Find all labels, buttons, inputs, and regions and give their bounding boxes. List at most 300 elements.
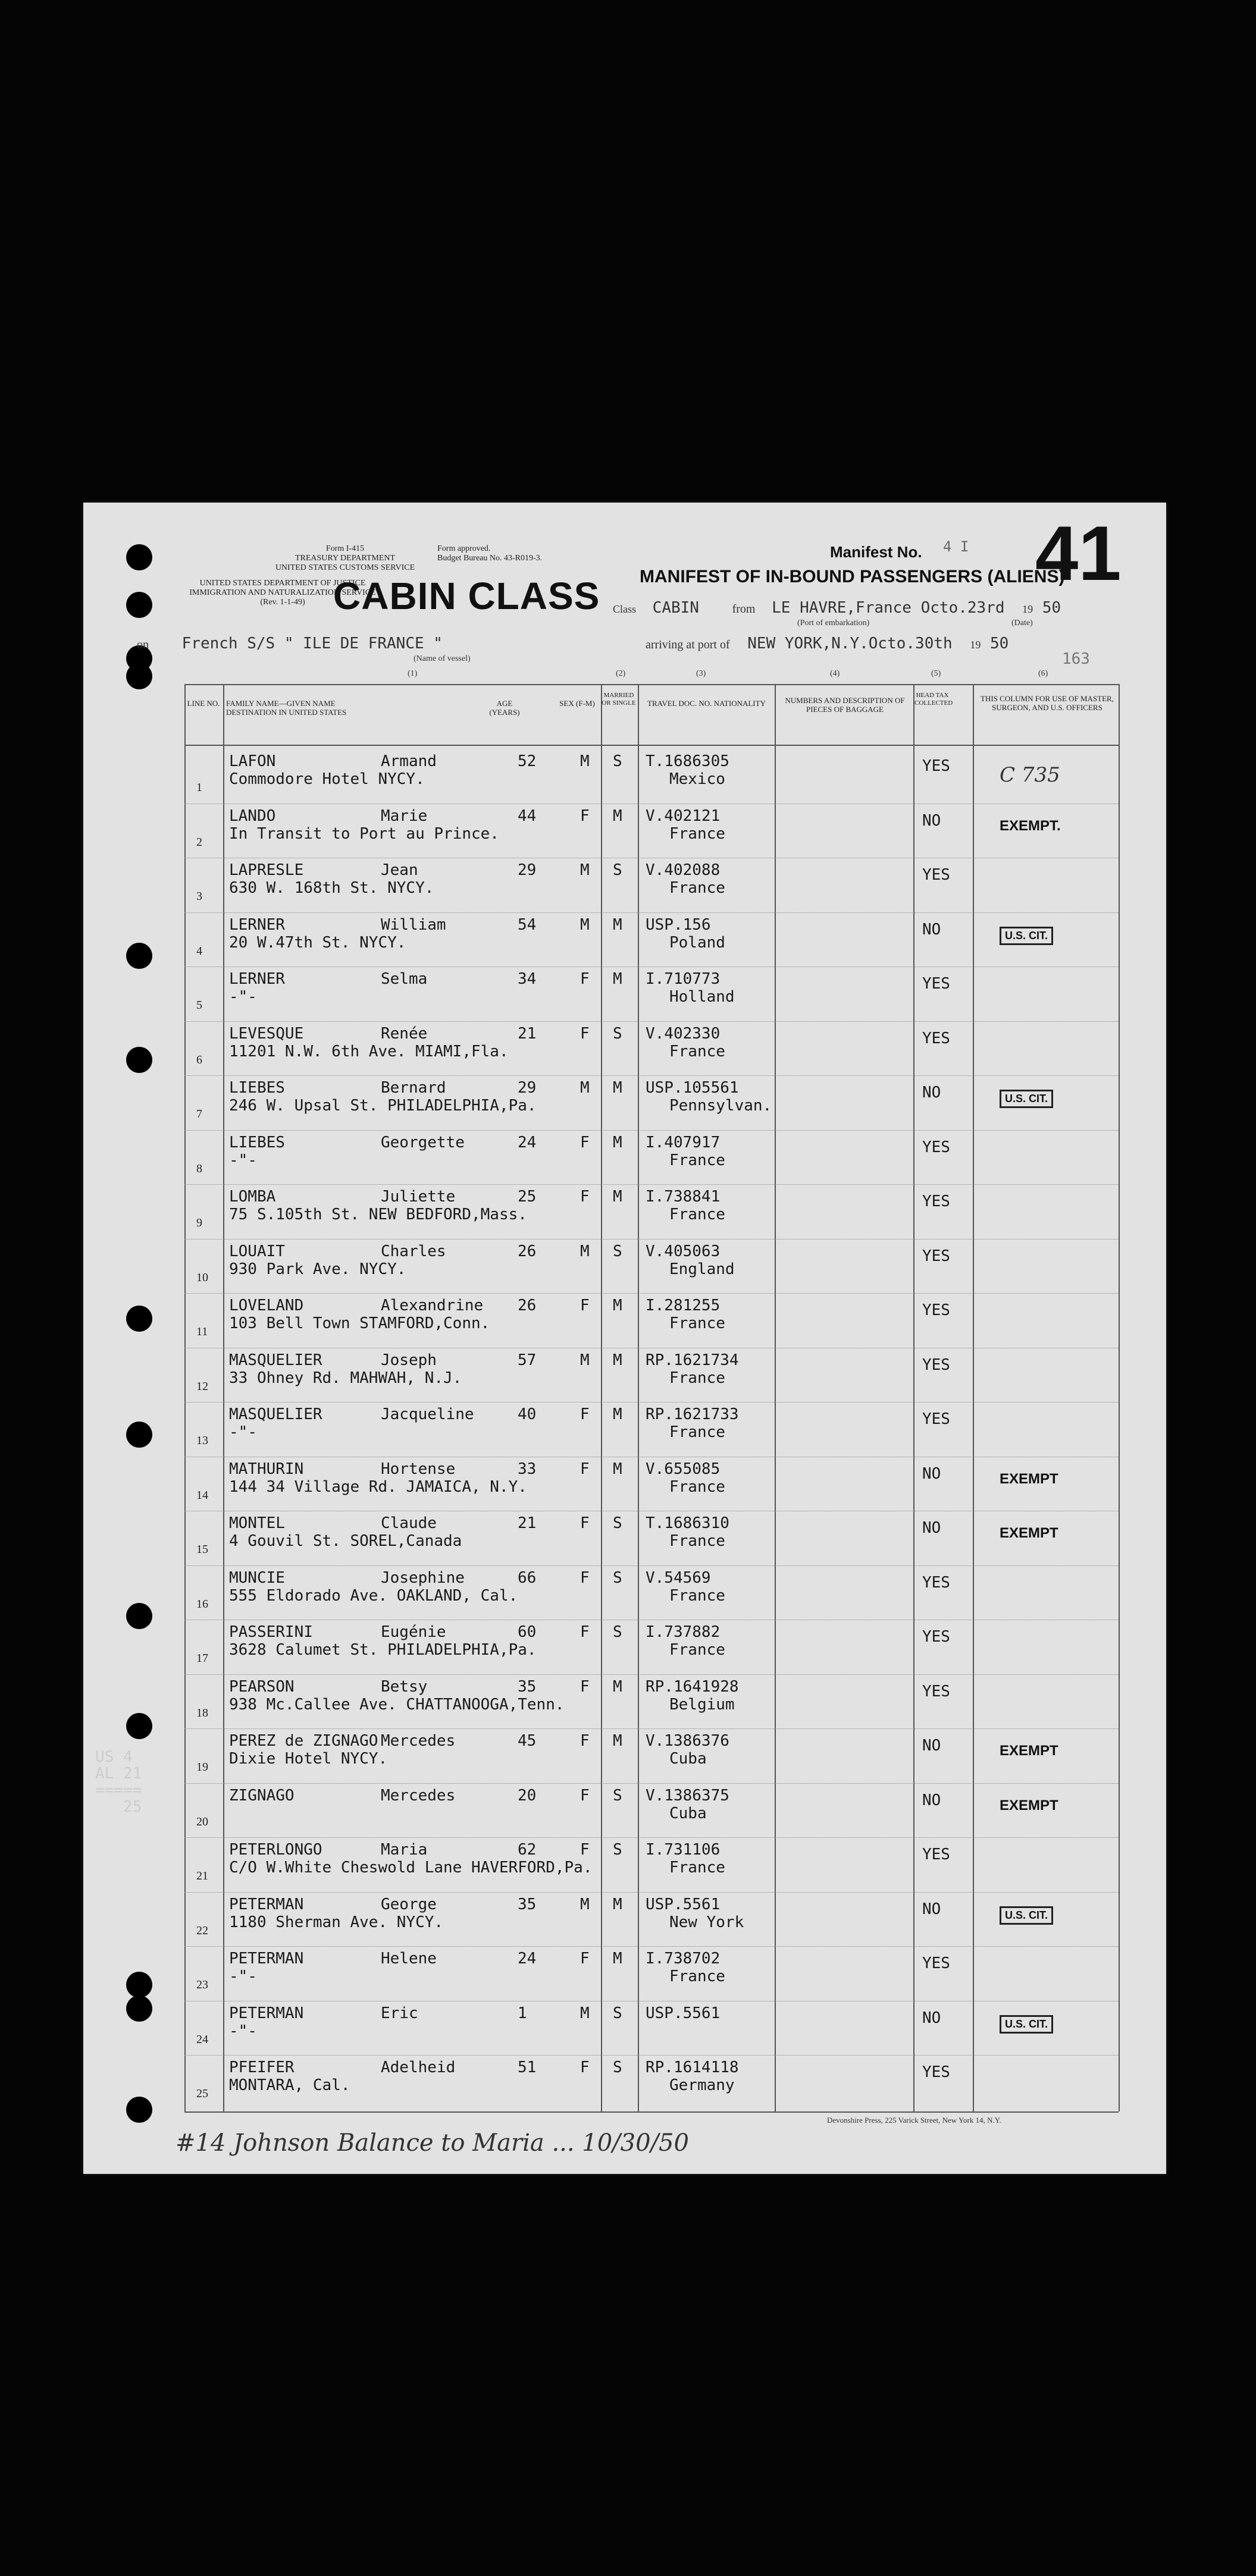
col-divider xyxy=(223,684,224,2111)
destination: 75 S.105th St. NEW BEDFORD,Mass. xyxy=(229,1206,527,1223)
given-name: Claude xyxy=(381,1514,437,1532)
form-rev: (Rev. 1-1-49) xyxy=(260,598,305,607)
manifest-no-big: 41 xyxy=(1035,510,1122,597)
sex: M xyxy=(580,915,590,934)
marital-status: S xyxy=(613,1514,622,1532)
family-name: PETERMAN xyxy=(229,1950,304,1968)
travel-doc: I.710773 xyxy=(646,970,721,988)
row-separator xyxy=(184,1728,1119,1729)
col-number-2: (2) xyxy=(616,669,626,678)
us-citizen-stamp: U.S. CIT. xyxy=(1000,1090,1053,1108)
col-divider xyxy=(638,684,639,2111)
head-tax: YES xyxy=(922,1628,950,1646)
line-number: 25 xyxy=(196,2087,208,2100)
nationality: France xyxy=(669,1532,725,1550)
destination: 1180 Sherman Ave. NYCY. xyxy=(229,1913,444,1931)
head-tax: YES xyxy=(922,866,950,884)
year1: 50 xyxy=(1042,599,1061,617)
sex: F xyxy=(580,1133,590,1151)
on-label: on xyxy=(137,638,149,651)
form-budget: Budget Bureau No. 43-R019-3. xyxy=(437,554,543,563)
punch-hole xyxy=(126,2097,152,2123)
given-name: Betsy xyxy=(381,1677,428,1696)
nationality: France xyxy=(669,1206,725,1223)
age: 51 xyxy=(518,2059,537,2076)
line-number: 21 xyxy=(196,1869,208,1882)
marital-status: S xyxy=(613,1024,622,1043)
col-head-married: MARRIED OR SINGLE xyxy=(602,692,636,707)
travel-doc: I.738841 xyxy=(646,1188,721,1206)
row-separator xyxy=(184,1674,1119,1675)
family-name: PETERMAN xyxy=(229,1895,304,1913)
sex: F xyxy=(580,1460,590,1478)
family-name: LIEBES xyxy=(229,1133,285,1151)
destination: C/O W.White Cheswold Lane HAVERFORD,Pa. xyxy=(229,1859,593,1877)
age: 29 xyxy=(518,1079,537,1097)
marital-status: S xyxy=(613,861,622,879)
travel-doc: V.402121 xyxy=(646,807,721,825)
age: 52 xyxy=(518,752,537,770)
age: 25 xyxy=(518,1188,537,1206)
age: 21 xyxy=(518,1024,537,1043)
form-ins: IMMIGRATION AND NATURALIZATION SERVICE xyxy=(189,588,376,597)
col-head-headtax: HEAD TAX COLLECTED xyxy=(914,692,953,707)
marital-status: S xyxy=(613,1841,622,1859)
line-number: 5 xyxy=(196,999,202,1012)
exempt-stamp: EXEMPT xyxy=(1000,1797,1058,1813)
vessel-line xyxy=(137,635,443,652)
nationality: France xyxy=(669,1042,725,1060)
family-name: LOUAIT xyxy=(229,1242,285,1260)
line-number: 12 xyxy=(196,1379,208,1393)
row-separator xyxy=(184,1837,1119,1838)
age: 26 xyxy=(518,1297,537,1314)
destination: 33 Ohney Rd. MAHWAH, N.J. xyxy=(229,1369,462,1387)
family-name: PETERLONGO xyxy=(229,1841,322,1859)
col-head-name: FAMILY NAME—GIVEN NAME DESTINATION IN UNITED STATES xyxy=(226,699,347,717)
nationality: France xyxy=(669,1859,725,1877)
family-name: LEVESQUE xyxy=(229,1024,304,1043)
row-separator xyxy=(184,1239,1119,1240)
destination: 630 W. 168th St. NYCY. xyxy=(229,879,434,897)
family-name: PASSERINI xyxy=(229,1623,313,1641)
head-tax: YES xyxy=(922,1029,950,1047)
head-tax: NO xyxy=(922,1084,941,1102)
age: 35 xyxy=(518,1895,537,1913)
head-tax: NO xyxy=(922,1791,941,1809)
head-tax: YES xyxy=(922,975,950,993)
marital-status: M xyxy=(613,970,622,988)
destination: -"- xyxy=(229,1968,257,1985)
given-name: Bernard xyxy=(381,1079,446,1097)
nationality: France xyxy=(669,1423,725,1441)
row-separator xyxy=(184,1892,1119,1893)
punch-hole xyxy=(126,1713,152,1739)
row-separator xyxy=(184,912,1119,913)
punch-hole xyxy=(126,1972,152,1998)
manifest-title: MANIFEST OF IN-BOUND PASSENGERS (ALIENS) xyxy=(640,567,1065,586)
marital-status: M xyxy=(613,1677,622,1696)
destination: MONTARA, Cal. xyxy=(229,2076,350,2094)
officer-note: C 735 xyxy=(1000,763,1060,787)
line-number: 16 xyxy=(196,1597,208,1611)
head-tax: NO xyxy=(922,1519,941,1537)
punch-hole xyxy=(126,1306,152,1332)
port-embark-caption: (Port of embarkation) xyxy=(797,619,870,627)
header-bottom-border xyxy=(184,745,1119,746)
col-head-baggage: NUMBERS AND DESCRIPTION OF PIECES OF BAGGAGE xyxy=(785,696,905,714)
line-number: 13 xyxy=(196,1434,208,1447)
marital-status: M xyxy=(613,915,622,934)
travel-doc: V.54569 xyxy=(646,1568,711,1587)
sex: F xyxy=(580,1568,590,1587)
sex: F xyxy=(580,1841,590,1859)
col-head-travel: TRAVEL DOC. NO. NATIONALITY xyxy=(647,699,766,708)
given-name: Armand xyxy=(381,752,437,770)
head-tax: NO xyxy=(922,1737,941,1755)
arrival-line xyxy=(646,635,1008,652)
age: 66 xyxy=(518,1568,537,1587)
travel-doc: I.731106 xyxy=(646,1841,721,1859)
destination: 930 Park Ave. NYCY. xyxy=(229,1260,406,1278)
row-separator xyxy=(184,1130,1119,1131)
page-ref: 163 xyxy=(1062,650,1090,668)
given-name: Mercedes xyxy=(381,1786,456,1805)
form-number: Form I-415 xyxy=(325,544,365,553)
year1-prefix: 19 xyxy=(1022,603,1033,615)
head-tax: YES xyxy=(922,2063,950,2081)
travel-doc: USP.5561 xyxy=(646,2004,721,2022)
given-name: Renée xyxy=(381,1024,428,1043)
head-tax: YES xyxy=(922,1682,950,1700)
family-name: MATHURIN xyxy=(229,1460,304,1478)
sex: M xyxy=(580,1242,590,1260)
travel-doc: V.655085 xyxy=(646,1460,721,1478)
age: 1 xyxy=(518,2004,527,2022)
travel-doc: V.402330 xyxy=(646,1024,721,1043)
line-number: 10 xyxy=(196,1270,208,1284)
family-name: PETERMAN xyxy=(229,2004,304,2022)
given-name: Juliette xyxy=(381,1188,456,1206)
manifest-no-small: 4 I xyxy=(943,538,969,555)
row-separator xyxy=(184,1075,1119,1076)
head-tax: YES xyxy=(922,1356,950,1374)
arrival-port: NEW YORK,N.Y.Octo.30th xyxy=(747,635,953,652)
travel-doc: RP.1621733 xyxy=(646,1405,739,1423)
age: 29 xyxy=(518,861,537,879)
from-value: LE HAVRE,France Octo.23rd xyxy=(772,599,1005,617)
sex: F xyxy=(580,1950,590,1968)
table-top-border xyxy=(184,684,1119,685)
line-number: 22 xyxy=(196,1924,208,1937)
marital-status: M xyxy=(613,1732,622,1750)
travel-doc: I.737882 xyxy=(646,1623,721,1641)
sex: M xyxy=(580,1351,590,1369)
travel-doc: V.1386375 xyxy=(646,1786,729,1805)
marital-status: S xyxy=(613,1242,622,1260)
given-name: Marie xyxy=(381,807,428,825)
destination: -"- xyxy=(229,1151,257,1169)
family-name: LIEBES xyxy=(229,1079,285,1097)
col-head-officers: THIS COLUMN FOR USE OF MASTER, SURGEON, AND U.S. OFFICERS xyxy=(981,694,1114,712)
destination: In Transit to Port au Prince. xyxy=(229,824,499,843)
row-separator xyxy=(184,1565,1119,1566)
head-tax: YES xyxy=(922,1193,950,1210)
col-divider xyxy=(775,684,776,2111)
sex: M xyxy=(580,2004,590,2022)
travel-doc: V.402088 xyxy=(646,861,721,879)
family-name: PEREZ de ZIGNAGO xyxy=(229,1732,378,1750)
sex: F xyxy=(580,1677,590,1696)
marital-status: M xyxy=(613,1460,622,1478)
sex: F xyxy=(580,970,590,988)
punch-hole xyxy=(126,1603,152,1629)
nationality: France xyxy=(669,1314,725,1332)
nationality: Belgium xyxy=(669,1695,735,1714)
col-number-4: (4) xyxy=(830,669,840,678)
line-number: 18 xyxy=(196,1706,208,1720)
col-divider xyxy=(184,684,186,2111)
destination: 938 Mc.Callee Ave. CHATTANOOGA,Tenn. xyxy=(229,1695,565,1714)
col-number-5: (5) xyxy=(931,669,941,678)
given-name: Mercedes xyxy=(381,1732,456,1750)
nationality: France xyxy=(669,1477,725,1496)
line-number: 6 xyxy=(196,1053,202,1066)
travel-doc: V.405063 xyxy=(646,1242,721,1260)
printer-imprint: Devonshire Press, 225 Varick Street, New York 14, N.Y. xyxy=(827,2116,1001,2125)
given-name: Jean xyxy=(381,861,418,879)
vessel-caption: (Name of vessel) xyxy=(414,654,471,663)
col-head-line: LINE NO. xyxy=(187,699,220,708)
age: 45 xyxy=(518,1732,537,1750)
year2: 50 xyxy=(989,635,1009,652)
age: 21 xyxy=(518,1514,537,1532)
given-name: Eugénie xyxy=(381,1623,446,1641)
travel-doc: RP.1641928 xyxy=(646,1677,739,1696)
given-name: Jacqueline xyxy=(381,1405,474,1423)
row-separator xyxy=(184,1783,1119,1784)
manifest-no-label: Manifest No. xyxy=(830,543,922,561)
line-number: 24 xyxy=(196,2032,208,2046)
age: 54 xyxy=(518,915,537,934)
nationality: Cuba xyxy=(669,1750,707,1768)
age: 20 xyxy=(518,1786,537,1805)
head-tax: YES xyxy=(922,757,950,775)
given-name: Adelheid xyxy=(381,2059,456,2076)
line-number: 11 xyxy=(196,1325,208,1338)
punch-hole xyxy=(126,1422,152,1448)
travel-doc: I.407917 xyxy=(646,1133,721,1151)
given-name: Joseph xyxy=(381,1351,437,1369)
line-number: 7 xyxy=(196,1107,202,1121)
travel-doc: USP.156 xyxy=(646,915,711,934)
exempt-stamp: EXEMPT. xyxy=(1000,817,1061,834)
form-service: UNITED STATES CUSTOMS SERVICE xyxy=(275,563,415,572)
destination: 555 Eldorado Ave. OAKLAND, Cal. xyxy=(229,1586,518,1605)
year2-prefix: 19 xyxy=(970,639,981,651)
col-number-3: (3) xyxy=(696,669,706,678)
head-tax: YES xyxy=(922,1846,950,1863)
destination: 144 34 Village Rd. JAMAICA, N.Y. xyxy=(229,1477,527,1496)
col-divider xyxy=(601,684,602,2111)
given-name: William xyxy=(381,915,446,934)
travel-doc: I.281255 xyxy=(646,1297,721,1314)
given-name: Maria xyxy=(381,1841,428,1859)
destination: 11201 N.W. 6th Ave. MIAMI,Fla. xyxy=(229,1042,509,1060)
head-tax: YES xyxy=(922,1410,950,1428)
line-number: 17 xyxy=(196,1652,208,1665)
head-tax: YES xyxy=(922,1301,950,1319)
family-name: MASQUELIER xyxy=(229,1405,322,1423)
nationality: Cuba xyxy=(669,1804,707,1822)
line-number: 1 xyxy=(196,781,202,794)
family-name: PEARSON xyxy=(229,1677,295,1696)
destination: -"- xyxy=(229,1423,257,1441)
family-name: LAPRESLE xyxy=(229,861,304,879)
destination: Commodore Hotel NYCY. xyxy=(229,770,425,788)
from-label: from xyxy=(732,603,756,616)
nationality: France xyxy=(669,1968,725,1985)
col-head-age: AGE (YEARS) xyxy=(489,699,520,717)
destination: 4 Gouvil St. SOREL,Canada xyxy=(229,1532,462,1550)
head-tax: YES xyxy=(922,1954,950,1972)
family-name: LOMBA xyxy=(229,1188,276,1206)
table-bottom-border xyxy=(184,2111,1119,2113)
row-separator xyxy=(184,1184,1119,1185)
given-name: Georgette xyxy=(381,1133,465,1151)
arriving-label: arriving at port of xyxy=(646,638,730,651)
family-name: LANDO xyxy=(229,807,276,825)
col-number-1: (1) xyxy=(408,669,418,678)
punch-hole xyxy=(126,663,152,689)
row-separator xyxy=(184,2055,1119,2056)
line-number: 14 xyxy=(196,1488,208,1502)
sex: F xyxy=(580,1786,590,1805)
nationality: France xyxy=(669,1586,725,1605)
travel-doc: RP.1614118 xyxy=(646,2059,739,2076)
head-tax: NO xyxy=(922,1900,941,1918)
col-head-sex: SEX (F-M) xyxy=(559,699,595,708)
sex: F xyxy=(580,1623,590,1641)
sex: M xyxy=(580,752,590,770)
sex: F xyxy=(580,1405,590,1423)
travel-doc: I.738702 xyxy=(646,1950,721,1968)
age: 40 xyxy=(518,1405,537,1423)
given-name: Helene xyxy=(381,1950,437,1968)
age: 57 xyxy=(518,1351,537,1369)
destination: 103 Bell Town STAMFORD,Conn. xyxy=(229,1314,490,1332)
row-separator xyxy=(184,1946,1119,1947)
travel-doc: T.1686305 xyxy=(646,752,729,770)
head-tax: NO xyxy=(922,1464,941,1483)
vessel-name: French S/S " ILE DE FRANCE " xyxy=(181,635,443,652)
nationality: France xyxy=(669,1369,725,1387)
punch-hole xyxy=(126,1047,152,1073)
marital-status: S xyxy=(613,1623,622,1641)
line-number: 19 xyxy=(196,1761,208,1774)
footer-handwriting: #14 Johnson Balance to Maria ... 10/30/50 xyxy=(176,2129,689,2157)
sex: F xyxy=(580,1188,590,1206)
punch-hole xyxy=(126,544,152,570)
class-value: CABIN xyxy=(652,599,699,617)
head-tax: NO xyxy=(922,920,941,939)
nationality: France xyxy=(669,824,725,843)
exempt-stamp: EXEMPT xyxy=(1000,1743,1058,1759)
age: 33 xyxy=(518,1460,537,1478)
age: 24 xyxy=(518,1950,537,1968)
nationality: Mexico xyxy=(669,770,725,788)
form-approved-text: Form approved. xyxy=(437,544,491,553)
sex: F xyxy=(580,2059,590,2076)
age: 44 xyxy=(518,807,537,825)
date-caption: (Date) xyxy=(1011,619,1033,627)
destination: 3628 Calumet St. PHILADELPHIA,Pa. xyxy=(229,1641,537,1659)
nationality: Poland xyxy=(669,933,725,952)
destination: -"- xyxy=(229,988,257,1006)
marital-status: M xyxy=(613,1351,622,1369)
nationality: Holland xyxy=(669,988,735,1006)
given-name: Hortense xyxy=(381,1460,456,1478)
form-doj: UNITED STATES DEPARTMENT OF JUSTICE xyxy=(199,579,366,588)
row-separator xyxy=(184,1293,1119,1294)
row-separator xyxy=(184,1021,1119,1022)
form-dept: TREASURY DEPARTMENT xyxy=(295,554,396,563)
destination: -"- xyxy=(229,2022,257,2040)
sex: M xyxy=(580,1079,590,1097)
col-number-6: (6) xyxy=(1038,669,1048,678)
destination: 246 W. Upsal St. PHILADELPHIA,Pa. xyxy=(229,1097,537,1115)
nationality: Germany xyxy=(669,2076,735,2094)
marital-status: S xyxy=(613,2059,622,2076)
marital-status: S xyxy=(613,752,622,770)
punch-hole xyxy=(126,943,152,969)
marital-status: M xyxy=(613,1405,622,1423)
us-citizen-stamp: U.S. CIT. xyxy=(1000,927,1053,945)
marital-status: M xyxy=(613,1133,622,1151)
line-number: 23 xyxy=(196,1978,208,1991)
line-number: 4 xyxy=(196,944,202,958)
marital-status: M xyxy=(613,1895,622,1913)
family-name: LERNER xyxy=(229,970,285,988)
us-citizen-stamp: U.S. CIT. xyxy=(1000,2015,1053,2034)
travel-doc: T.1686310 xyxy=(646,1514,729,1532)
line-number: 9 xyxy=(196,1216,202,1229)
given-name: Eric xyxy=(381,2004,418,2022)
nationality: France xyxy=(669,879,725,897)
head-tax: YES xyxy=(922,1138,950,1156)
col-divider xyxy=(1119,684,1120,2111)
punch-hole xyxy=(126,1995,152,2022)
nationality: Pennsylvan. xyxy=(669,1097,772,1115)
us-citizen-stamp: U.S. CIT. xyxy=(1000,1906,1053,1925)
age: 24 xyxy=(518,1133,537,1151)
family-name: LOVELAND xyxy=(229,1297,304,1314)
nationality: New York xyxy=(669,1913,744,1931)
head-tax: NO xyxy=(922,2009,941,2027)
marital-status: M xyxy=(613,1950,622,1968)
sex: F xyxy=(580,1732,590,1750)
family-name: PFEIFER xyxy=(229,2059,295,2076)
marital-status: M xyxy=(613,807,622,825)
head-tax: YES xyxy=(922,1247,950,1265)
marital-status: S xyxy=(613,2004,622,2022)
family-name: LAFON xyxy=(229,752,276,770)
travel-doc: RP.1621734 xyxy=(646,1351,739,1369)
marital-status: M xyxy=(613,1297,622,1314)
exempt-stamp: EXEMPT xyxy=(1000,1470,1058,1487)
nationality: England xyxy=(669,1260,735,1278)
given-name: Charles xyxy=(381,1242,446,1260)
